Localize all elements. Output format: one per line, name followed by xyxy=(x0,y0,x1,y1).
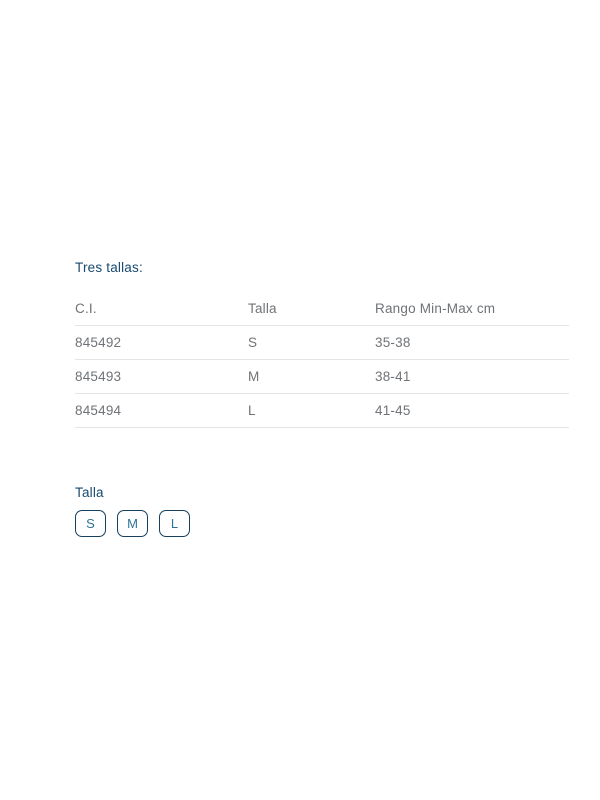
size-option-button-l[interactable]: L xyxy=(159,510,190,537)
column-header-0: C.I. xyxy=(75,293,248,325)
size-option-button-m[interactable]: M xyxy=(117,510,148,537)
table-cell-rango: 38-41 xyxy=(375,359,569,393)
table-cell-rango: 35-38 xyxy=(375,325,569,359)
table-cell-ci: 845494 xyxy=(75,393,248,427)
table-row xyxy=(75,325,569,359)
size-option-button-s[interactable]: S xyxy=(75,510,106,537)
table-cell-talla: S xyxy=(248,325,375,359)
size-selector-label: Talla xyxy=(75,485,104,500)
table-header-row xyxy=(75,293,569,325)
table-cell-ci: 845492 xyxy=(75,325,248,359)
table-cell-rango: 41-45 xyxy=(375,393,569,427)
column-header-1: Talla xyxy=(248,293,375,325)
table-cell-ci: 845493 xyxy=(75,359,248,393)
table-row xyxy=(75,359,569,393)
sizes-intro-text: Tres tallas: xyxy=(75,260,143,275)
table-body xyxy=(75,325,569,427)
sizes-table xyxy=(75,293,569,428)
column-header-2: Rango Min-Max cm xyxy=(375,293,569,325)
table-cell-talla: L xyxy=(248,393,375,427)
size-selector-buttons xyxy=(75,510,190,537)
table-row xyxy=(75,393,569,427)
table-cell-talla: M xyxy=(248,359,375,393)
